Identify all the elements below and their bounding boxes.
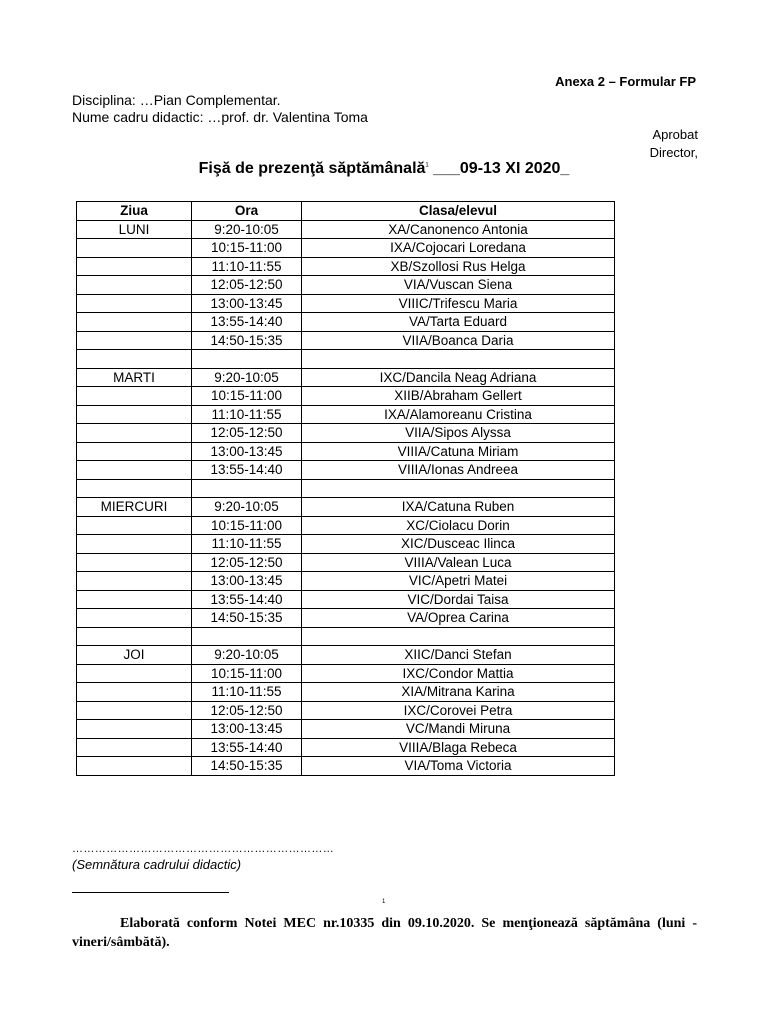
cell-class-student: VC/Mandi Miruna (302, 720, 615, 739)
cell-class-student: IXA/Catuna Ruben (302, 498, 615, 517)
cell-class-student: IXC/Corovei Petra (302, 701, 615, 720)
cell-day (77, 627, 192, 646)
discipline-line: Disciplina: …Pian Complementar. (72, 92, 281, 108)
cell-class-student: VIC/Apetri Matei (302, 572, 615, 591)
cell-class-student: IXC/Condor Mattia (302, 664, 615, 683)
cell-class-student: IXA/Cojocari Loredana (302, 239, 615, 258)
table-row (77, 627, 615, 646)
cell-hour: 11:10-11:55 (192, 683, 302, 702)
title-text: Fişă de prezenţă săptămânală (198, 160, 426, 177)
table-row (77, 498, 615, 517)
footnote-number: 1 (382, 899, 386, 905)
cell-class-student: VIC/Dordai Taisa (302, 590, 615, 609)
cell-hour: 12:05-12:50 (192, 276, 302, 295)
approval-block (650, 126, 698, 162)
cell-hour: 10:15-11:00 (192, 239, 302, 258)
page-title (0, 160, 768, 178)
table-row (77, 294, 615, 313)
cell-class-student: VA/Oprea Carina (302, 609, 615, 628)
cell-class-student: VA/Tarta Eduard (302, 313, 615, 332)
cell-hour (192, 350, 302, 369)
table-row (77, 257, 615, 276)
table-row (77, 757, 615, 776)
cell-hour: 13:00-13:45 (192, 294, 302, 313)
cell-class-student (302, 479, 615, 498)
cell-day (77, 609, 192, 628)
cell-class-student: XIIC/Danci Stefan (302, 646, 615, 665)
table-row (77, 461, 615, 480)
cell-class-student: VIIIA/Blaga Rebeca (302, 738, 615, 757)
attendance-table (76, 201, 615, 776)
header-class-student: Clasa/elevul (302, 202, 615, 221)
cell-hour: 13:55-14:40 (192, 313, 302, 332)
annex-label: Anexa 2 – Formular FP (555, 74, 696, 89)
table-row (77, 738, 615, 757)
cell-hour: 12:05-12:50 (192, 553, 302, 572)
cell-day (77, 535, 192, 554)
cell-day: JOI (77, 646, 192, 665)
teacher-name-line: Nume cadru didactic: …prof. dr. Valentina Toma (72, 109, 368, 125)
table-header-row (77, 202, 615, 221)
footnote-separator (72, 892, 229, 893)
cell-class-student: VIIA/Boanca Daria (302, 331, 615, 350)
cell-hour: 14:50-15:35 (192, 757, 302, 776)
cell-hour: 11:10-11:55 (192, 257, 302, 276)
director-label: Director, (649, 145, 698, 160)
cell-day (77, 442, 192, 461)
cell-day (77, 257, 192, 276)
table-row (77, 535, 615, 554)
cell-day (77, 683, 192, 702)
cell-hour: 9:20-10:05 (192, 220, 302, 239)
table-row (77, 368, 615, 387)
header-hour: Ora (192, 202, 302, 221)
cell-class-student (302, 350, 615, 369)
cell-hour: 10:15-11:00 (192, 516, 302, 535)
table-row (77, 479, 615, 498)
table-row (77, 572, 615, 591)
cell-day (77, 294, 192, 313)
cell-day: MARTI (77, 368, 192, 387)
table-row (77, 424, 615, 443)
cell-hour: 12:05-12:50 (192, 424, 302, 443)
cell-class-student: VIIIA/Catuna Miriam (302, 442, 615, 461)
cell-day (77, 239, 192, 258)
cell-day (77, 590, 192, 609)
table-row (77, 405, 615, 424)
cell-day (77, 479, 192, 498)
table-row (77, 590, 615, 609)
cell-class-student: IXC/Dancila Neag Adriana (302, 368, 615, 387)
cell-hour: 9:20-10:05 (192, 368, 302, 387)
table-row (77, 683, 615, 702)
cell-hour: 13:00-13:45 (192, 720, 302, 739)
cell-class-student: XIA/Mitrana Karina (302, 683, 615, 702)
cell-class-student: VIIIC/Trifescu Maria (302, 294, 615, 313)
cell-day (77, 553, 192, 572)
cell-day (77, 738, 192, 757)
cell-day (77, 387, 192, 406)
cell-day (77, 313, 192, 332)
cell-class-student: XA/Canonenco Antonia (302, 220, 615, 239)
cell-day (77, 572, 192, 591)
table-row (77, 387, 615, 406)
cell-day (77, 405, 192, 424)
cell-class-student: VIIIA/Ionas Andreea (302, 461, 615, 480)
cell-hour: 13:00-13:45 (192, 442, 302, 461)
cell-class-student: VIA/Vuscan Siena (302, 276, 615, 295)
table-row (77, 664, 615, 683)
table-row (77, 276, 615, 295)
cell-class-student: VIIA/Sipos Alyssa (302, 424, 615, 443)
cell-hour: 9:20-10:05 (192, 498, 302, 517)
table-row (77, 350, 615, 369)
cell-class-student: IXA/Alamoreanu Cristina (302, 405, 615, 424)
cell-hour: 14:50-15:35 (192, 609, 302, 628)
cell-hour (192, 479, 302, 498)
cell-hour: 13:00-13:45 (192, 572, 302, 591)
cell-hour: 11:10-11:55 (192, 535, 302, 554)
cell-day (77, 757, 192, 776)
header-day: Ziua (77, 202, 192, 221)
footnote-mark: 1 (425, 162, 429, 169)
cell-class-student: VIIIA/Valean Luca (302, 553, 615, 572)
cell-class-student: XC/Ciolacu Dorin (302, 516, 615, 535)
cell-day (77, 331, 192, 350)
cell-day (77, 701, 192, 720)
week-range: ___09-13 XI 2020_ (428, 160, 570, 177)
cell-day (77, 276, 192, 295)
cell-hour: 13:55-14:40 (192, 461, 302, 480)
cell-hour: 10:15-11:00 (192, 664, 302, 683)
cell-day (77, 350, 192, 369)
cell-hour (192, 627, 302, 646)
cell-day (77, 516, 192, 535)
cell-class-student: XIC/Dusceac Ilinca (302, 535, 615, 554)
signature-dotted-line: …………………………………………………………… (72, 843, 335, 855)
table-row (77, 609, 615, 628)
cell-day: MIERCURI (77, 498, 192, 517)
cell-hour: 14:50-15:35 (192, 331, 302, 350)
cell-hour: 13:55-14:40 (192, 590, 302, 609)
signature-caption: (Semnătura cadrului didactic) (72, 857, 242, 872)
table-row (77, 331, 615, 350)
cell-hour: 12:05-12:50 (192, 701, 302, 720)
approved-label: Aprobat (652, 127, 698, 142)
cell-day (77, 720, 192, 739)
table-row (77, 220, 615, 239)
cell-class-student: XB/Szollosi Rus Helga (302, 257, 615, 276)
cell-hour: 11:10-11:55 (192, 405, 302, 424)
footnote-text: Elaborată conform Notei MEC nr.10335 din 09.10.2020. Se menţionează săptămâna (luni - vineri/sâmbătă). (72, 916, 697, 950)
table-row (77, 442, 615, 461)
table-row (77, 646, 615, 665)
table-row (77, 553, 615, 572)
cell-day (77, 461, 192, 480)
cell-day (77, 424, 192, 443)
cell-class-student (302, 627, 615, 646)
table-row (77, 516, 615, 535)
table-row (77, 239, 615, 258)
cell-day (77, 664, 192, 683)
cell-class-student: VIA/Toma Victoria (302, 757, 615, 776)
cell-hour: 13:55-14:40 (192, 738, 302, 757)
table-row (77, 313, 615, 332)
cell-day: LUNI (77, 220, 192, 239)
table-row (77, 720, 615, 739)
cell-hour: 9:20-10:05 (192, 646, 302, 665)
cell-hour: 10:15-11:00 (192, 387, 302, 406)
table-row (77, 701, 615, 720)
cell-class-student: XIIB/Abraham Gellert (302, 387, 615, 406)
